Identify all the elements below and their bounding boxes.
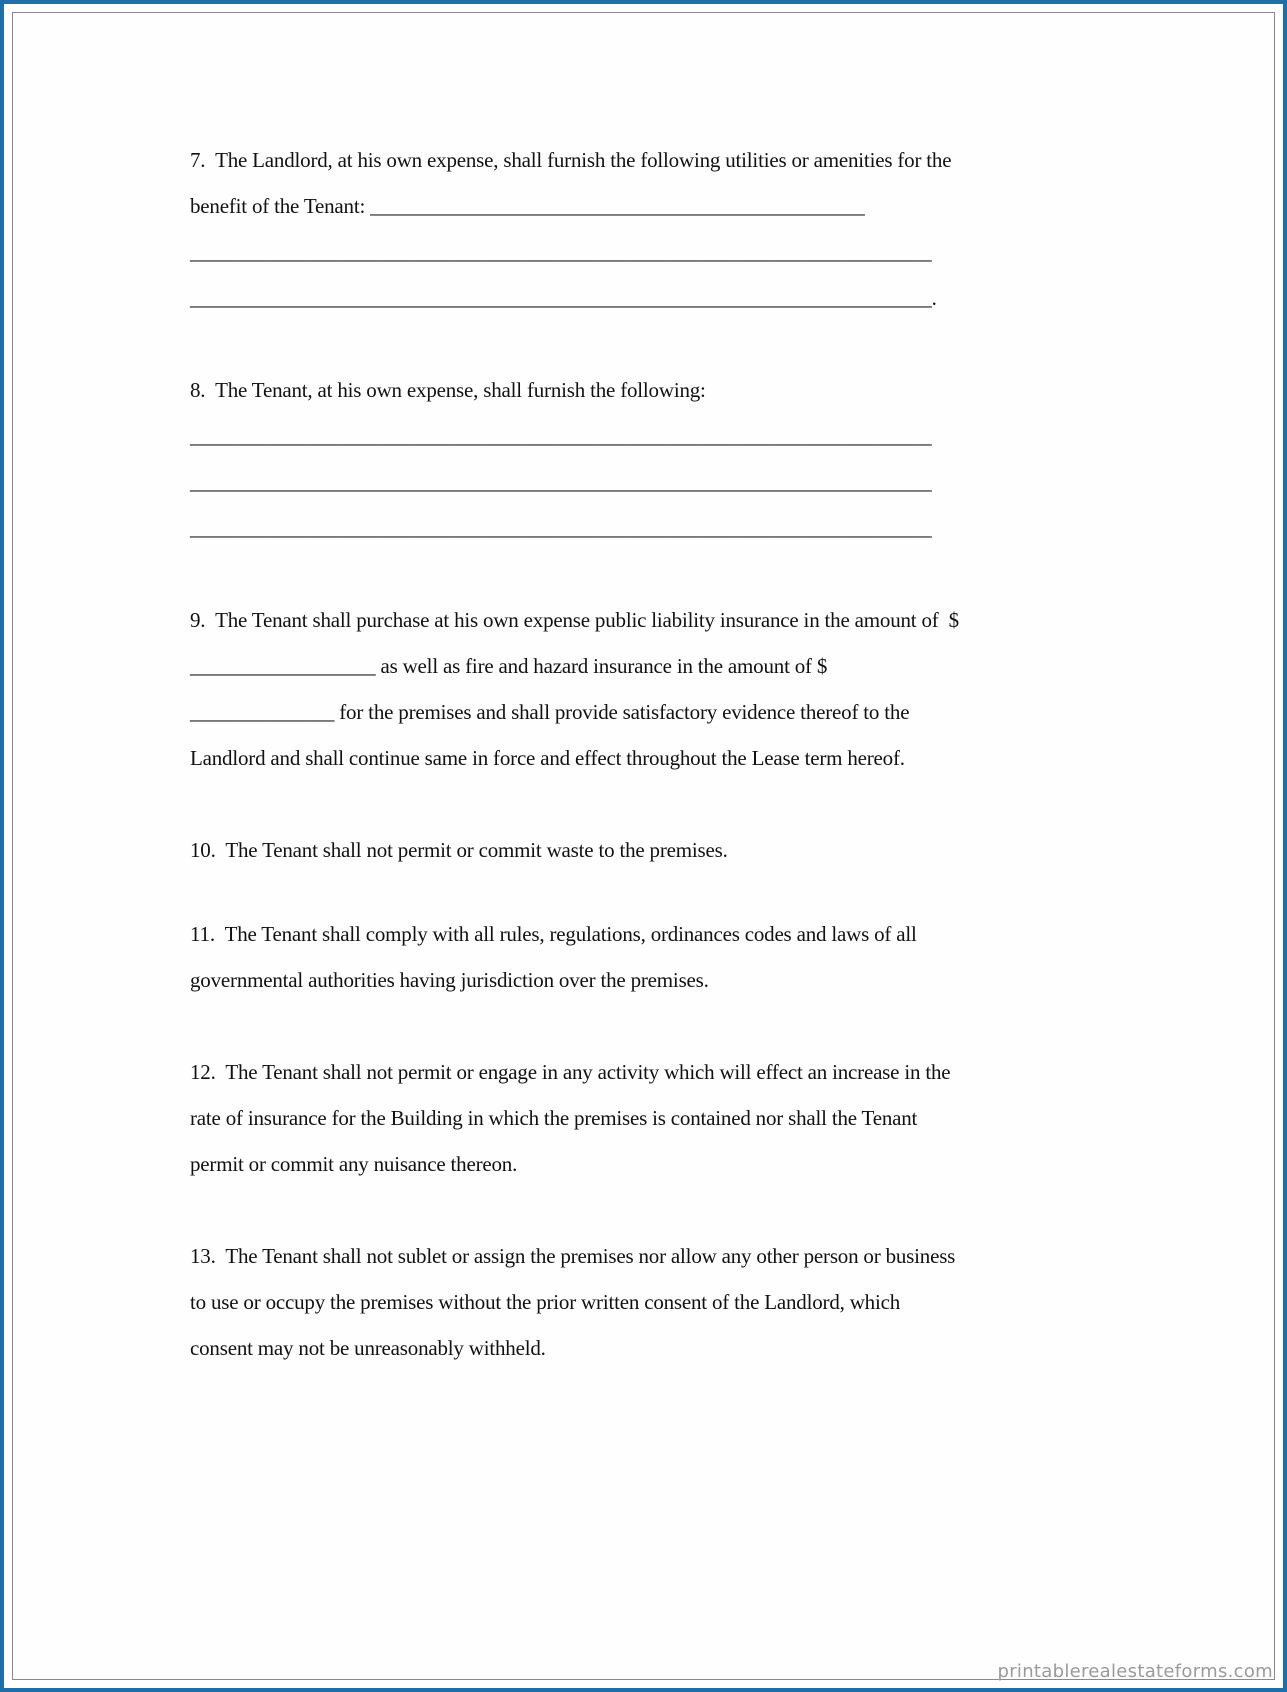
clause-12-line-3: permit or commit any nuisance thereon. <box>190 1152 518 1176</box>
clause-13-line-1: 13. The Tenant shall not sublet or assign the premises nor allow any other person or business <box>190 1244 956 1268</box>
clause-7-blank-line-3: ________________________________________________________________________ <box>190 240 932 264</box>
clause-12-line-2: rate of insurance for the Building in which the premises is contained nor shall the Tenant <box>190 1106 918 1130</box>
clause-9-line-2: __________________ as well as fire and hazard insurance in the amount of $ <box>190 654 828 678</box>
clause-8-blank-line-3: ________________________________________________________________________ <box>190 470 932 494</box>
clause-9-line-3: ______________ for the premises and shall provide satisfactory evidence thereof to the <box>190 700 910 724</box>
clause-12-line-1: 12. The Tenant shall not permit or engage in any activity which will effect an increase in the <box>190 1060 951 1084</box>
clause-7-blank-line-4: ________________________________________________________________________. <box>190 286 937 310</box>
clause-9-line-4: Landlord and shall continue same in force and effect throughout the Lease term hereof. <box>190 746 905 770</box>
clause-9-line-1: 9. The Tenant shall purchase at his own expense public liability insurance in the amount of $ <box>190 608 959 632</box>
clause-8-line-1: 8. The Tenant, at his own expense, shall furnish the following: <box>190 378 706 402</box>
clause-8-blank-line-2: ________________________________________________________________________ <box>190 424 932 448</box>
clause-13-line-2: to use or occupy the premises without the prior written consent of the Landlord, which <box>190 1290 901 1314</box>
clause-11-line-2: governmental authorities having jurisdiction over the premises. <box>190 968 709 992</box>
clause-10-line-1: 10. The Tenant shall not permit or commit waste to the premises. <box>190 838 728 862</box>
clause-11-line-1: 11. The Tenant shall comply with all rules, regulations, ordinances codes and laws of all <box>190 922 917 946</box>
clause-7-line-1: 7. The Landlord, at his own expense, shall furnish the following utilities or amenities for the <box>190 148 952 172</box>
clause-13-line-3: consent may not be unreasonably withheld. <box>190 1336 546 1360</box>
clause-7-line-2: benefit of the Tenant: ________________________________________________ <box>190 194 865 218</box>
clause-8-blank-line-4: ________________________________________________________________________ <box>190 516 932 540</box>
site-watermark: printablerealestateforms.com <box>997 1661 1273 1682</box>
